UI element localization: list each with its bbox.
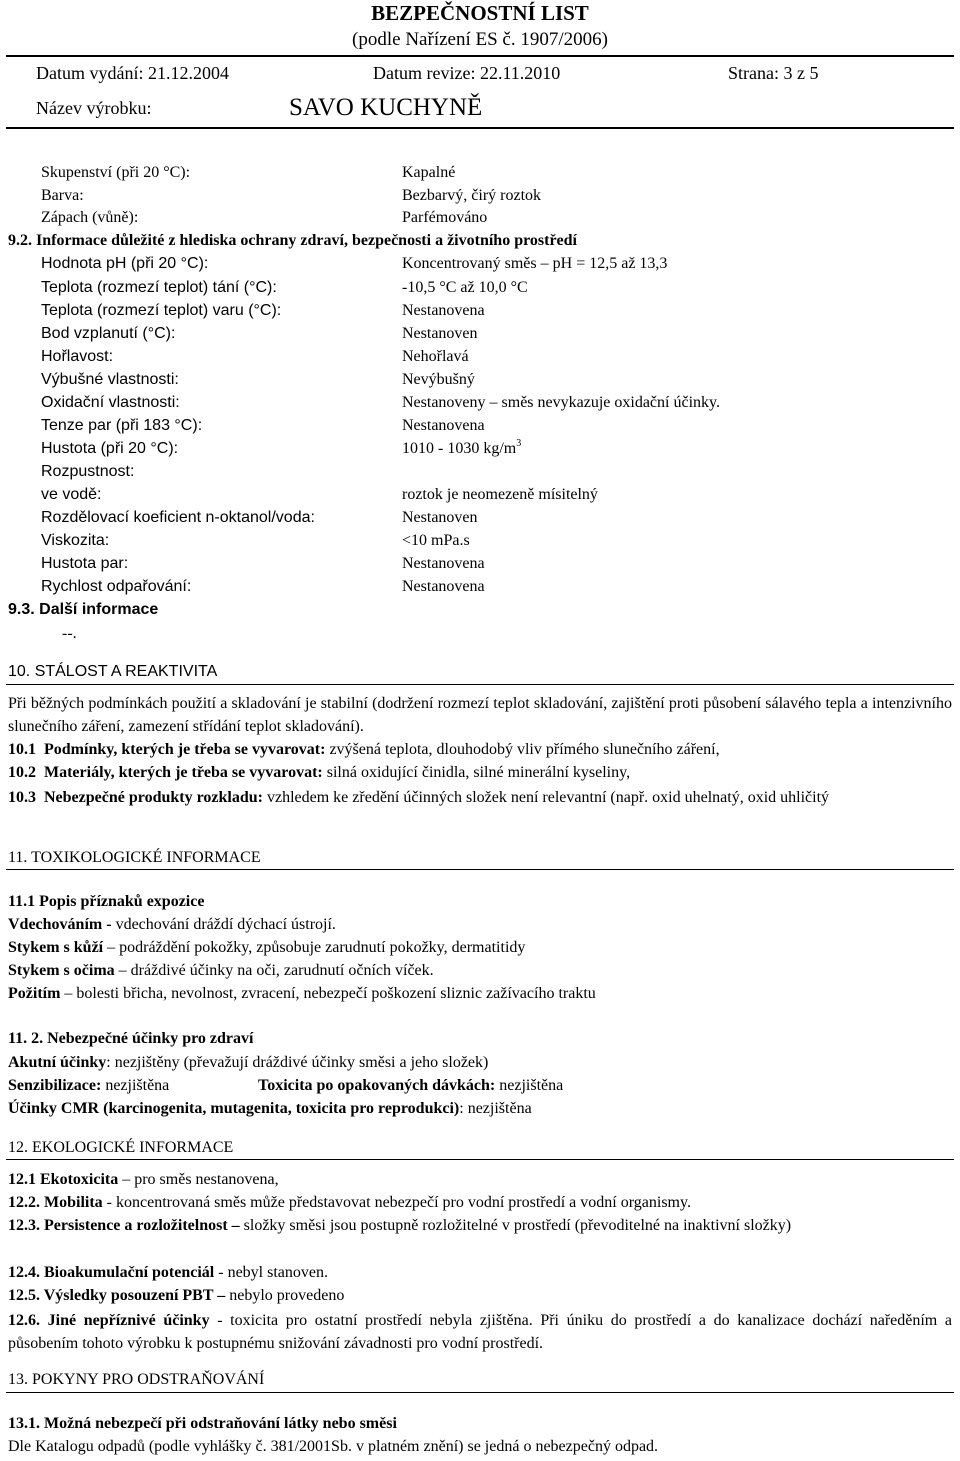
s10-item: 10.3 Nebezpečné produkty rozkladu: vzhledem ke zředění účinných složek není relevantní (např. oxid uhelnatý, oxid uhličitý	[8, 789, 830, 806]
prop-value: Nehořlavá	[402, 348, 469, 365]
exposure-line: Požitím – bolesti břicha, nevolnost, zvracení, nebezpečí poškození sliznic zažívacího traktu	[8, 985, 596, 1002]
issue-date: Datum vydání: 21.12.2004	[36, 63, 229, 83]
prop-value: roztok je neomezeně mísitelný	[402, 486, 598, 503]
s10-item: 10.2 Materiály, kterých je třeba se vyvarovat: silná oxidující činidla, silné minerální kyseliny,	[8, 764, 631, 781]
prop-label: Rychlost odpařování:	[41, 578, 192, 595]
repeated-dose-toxicity: Toxicita po opakovaných dávkách: nezjištěna	[258, 1077, 564, 1094]
section-13-text: Dle Katalogu odpadů (podle vyhlášky č. 381/2001Sb. v platném znění) se jedná o nebezpečný odpad.	[8, 1438, 659, 1455]
prop-label: Viskozita:	[41, 532, 110, 549]
prop-label: Bod vzplanutí (°C):	[41, 325, 176, 342]
prop-value: Nestanoveny – směs nevykazuje oxidační účinky.	[402, 394, 720, 411]
prop-label: ve vodě:	[41, 486, 102, 503]
prop-value: Koncentrovaný směs – pH = 12,5 až 13,3	[402, 255, 668, 272]
header-bottom-rule	[6, 127, 954, 129]
section-12-heading: 12. EKOLOGICKÉ INFORMACE	[8, 1139, 234, 1156]
eco-item: 12.2. Mobilita - koncentrovaná směs může představovat nebezpečí pro vodní prostředí a vodní organismy.	[8, 1194, 691, 1211]
section-9-3-text: --.	[62, 625, 77, 642]
prop-value: Nestanovena	[402, 578, 485, 595]
document-subtitle: (podle Nařízení ES č. 1907/2006)	[352, 29, 608, 50]
prop-value: Nevýbušný	[402, 371, 475, 388]
density-unit-exponent: 3	[516, 438, 522, 449]
prop-label: Tenze par (při 183 °C):	[41, 417, 203, 434]
acute-effects: Akutní účinky: nezjištěny (převažují dráždivé účinky směsi a jeho složek)	[8, 1054, 489, 1071]
section-13-1-heading: 13.1. Možná nebezpečí při odstraňování látky nebo směsi	[8, 1415, 397, 1432]
section-12-rule	[6, 1159, 954, 1160]
prop-value: Nestanoven	[402, 509, 478, 526]
section-13-heading: 13. POKYNY PRO ODSTRAŇOVÁNÍ	[8, 1371, 265, 1388]
prop-label: Rozpustnost:	[41, 463, 135, 480]
prop-value: Bezbarvý, čirý roztok	[402, 187, 542, 204]
prop-value: Nestanovena	[402, 302, 485, 319]
sensitization: Senzibilizace: nezjištěna	[8, 1077, 170, 1094]
section-10-heading: 10. STÁLOST A REAKTIVITA	[8, 663, 218, 680]
prop-value	[402, 438, 522, 457]
section-11-rule	[6, 869, 954, 870]
section-9-2-heading: 9.2. Informace důležité z hlediska ochrany zdraví, bezpečnosti a životního prostředí	[8, 232, 577, 249]
prop-value: Kapalné	[402, 164, 456, 181]
prop-label: Hořlavost:	[41, 348, 114, 365]
prop-label: Zápach (vůně):	[41, 209, 139, 226]
eco-item: 12.3. Persistence a rozložitelnost – složky směsi jsou postupně rozložitelné v prostředí (převoditelné na inaktivní složky)	[8, 1217, 792, 1234]
header-top-rule	[6, 55, 954, 57]
prop-label: Rozdělovací koeficient n-oktanol/voda:	[41, 509, 315, 526]
prop-label: Hustota par:	[41, 555, 129, 572]
page-number: Strana: 3 z 5	[728, 63, 819, 83]
prop-label: Výbušné vlastnosti:	[41, 371, 179, 388]
section-13-rule	[6, 1392, 954, 1393]
exposure-line: Stykem s kůží – podráždění pokožky, způsobuje zarudnutí pokožky, dermatitidy	[8, 939, 526, 956]
cmr-effects: Účinky CMR (karcinogenita, mutagenita, toxicita pro reprodukci): nezjištěna	[8, 1100, 532, 1117]
section-11-heading: 11. TOXIKOLOGICKÉ INFORMACE	[8, 849, 261, 866]
document-title: BEZPEČNOSTNÍ LIST	[371, 1, 589, 25]
prop-label: Teplota (rozmezí teplot) tání (°C):	[41, 279, 277, 296]
section-11-2-heading: 11. 2. Nebezpečné účinky pro zdraví	[8, 1030, 254, 1047]
prop-value: -10,5 °C až 10,0 °C	[402, 279, 528, 296]
prop-label: Barva:	[41, 187, 84, 204]
prop-label: Hodnota pH (při 20 °C):	[41, 255, 209, 272]
s10-item: 10.1 Podmínky, kterých je třeba se vyvarovat: zvýšená teplota, dlouhodobý vliv přímého slunečního záření,	[8, 741, 720, 758]
exposure-line: Stykem s očima – dráždivé účinky na oči, zarudnutí očních víček.	[8, 962, 434, 979]
prop-value: <10 mPa.s	[402, 532, 470, 549]
prop-label: Skupenství (při 20 °C):	[41, 164, 191, 181]
density-value: 1010 - 1030 kg/m	[402, 440, 517, 457]
section-11-1-heading: 11.1 Popis příznaků expozice	[8, 893, 205, 910]
prop-value: Parfémováno	[402, 209, 488, 226]
prop-label: Oxidační vlastnosti:	[41, 394, 180, 411]
section-10-rule	[6, 684, 954, 685]
prop-value: Nestanovena	[402, 555, 485, 572]
eco-item: 12.4. Bioakumulační potenciál - nebyl stanoven.	[8, 1264, 328, 1281]
section-10-intro: Při běžných podmínkách použití a skladování je stabilní (dodržení rozmezí teplot skladování, zajištění proti působení sálavého tepla a intenzivního slunečního záření, zamezení střídání teplot skladování).	[8, 695, 952, 735]
product-name: SAVO KUCHYNĚ	[289, 94, 483, 121]
prop-value: Nestanoven	[402, 325, 478, 342]
section-9-3-heading: 9.3. Další informace	[8, 601, 159, 618]
eco-item: 12.5. Výsledky posouzení PBT – nebylo provedeno	[8, 1287, 345, 1304]
eco-item: 12.6. Jiné nepříznivé účinky - toxicita pro ostatní prostředí nebyla zjištěna. Při úniku do prostředí a do kanalizace dochází naředěním a působením tohoto výrobku k postupnému snižování závadnosti pro vodní prostředí.	[8, 1312, 952, 1352]
prop-label: Teplota (rozmezí teplot) varu (°C):	[41, 302, 282, 319]
prop-value: Nestanovena	[402, 417, 485, 434]
exposure-line: Vdechováním - vdechování dráždí dýchací ústrojí.	[8, 916, 336, 933]
eco-item: 12.1 Ekotoxicita – pro směs nestanovena,	[8, 1171, 279, 1188]
product-label: Název výrobku:	[36, 98, 152, 118]
revision-date: Datum revize: 22.11.2010	[373, 63, 561, 83]
prop-label: Hustota (při 20 °C):	[41, 440, 179, 457]
